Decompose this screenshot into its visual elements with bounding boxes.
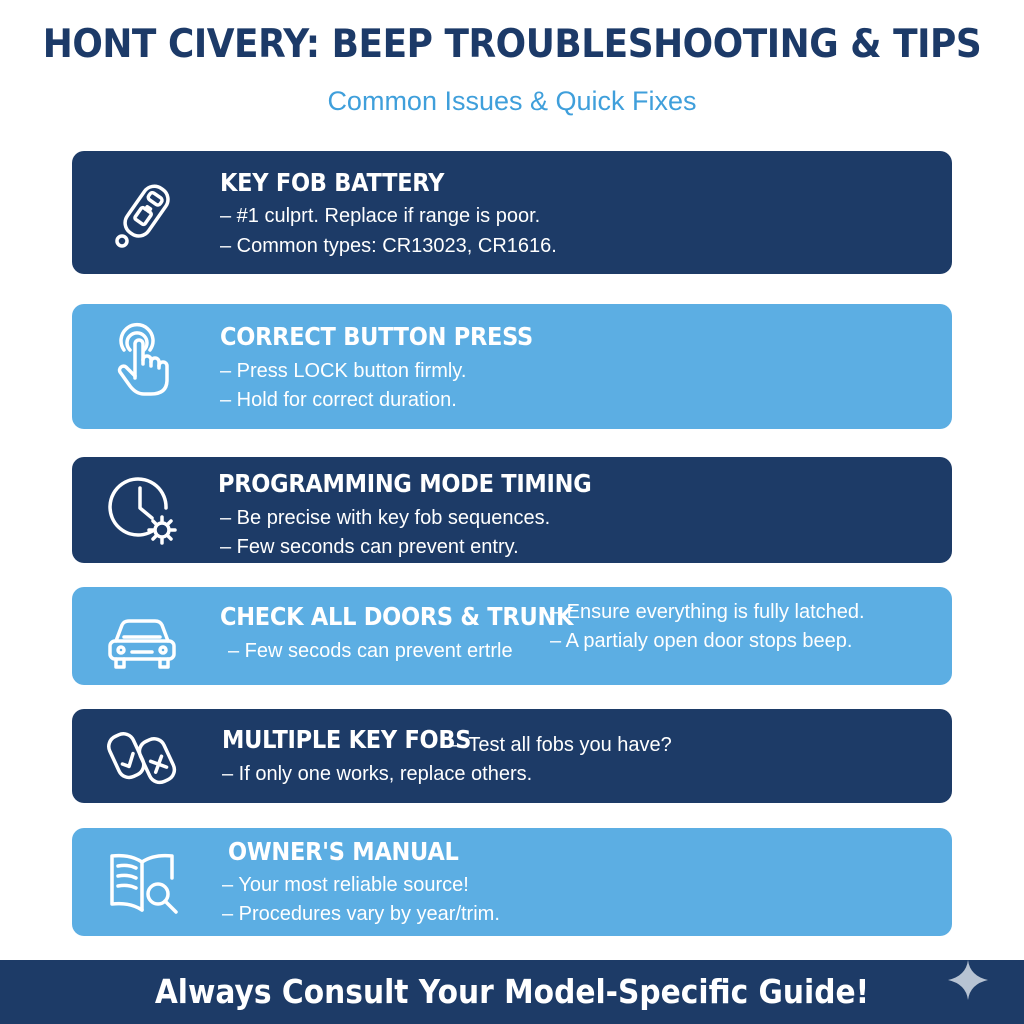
card-line: – Few seconds can prevent entry. (220, 536, 519, 558)
clock-gear-icon (102, 470, 182, 550)
card-heading: OWNER'S MANUAL (228, 837, 459, 866)
card-check-all-doors (72, 587, 952, 685)
card-line: – Common types: CR13023, CR1616. (220, 235, 557, 257)
card-line: – Ensure everything is fully latched. (550, 601, 865, 623)
multiple-fobs-icon (102, 717, 182, 797)
finger-press-icon (102, 320, 182, 400)
card-line: – Procedures vary by year/trim. (222, 903, 500, 925)
footer-text: Always Consult Your Model-Specific Guide! (154, 972, 870, 1011)
card-line: – If only one works, replace others. (222, 763, 533, 785)
card-line: – Hold for correct duration. (220, 389, 457, 411)
card-line: – Press LOCK button firmly. (220, 360, 467, 382)
card-heading: CHECK ALL DOORS & TRUNK (220, 602, 574, 631)
card-line: – A partialy open door stops beep. (550, 630, 853, 652)
key-fob-icon (102, 175, 182, 255)
manual-search-icon (102, 842, 182, 922)
card-multiple-key-fobs (72, 709, 952, 803)
sparkle-icon (946, 958, 990, 1002)
page-title: HONT CIVERY: BEEP TROUBLESHOOTING & TIPS (42, 22, 982, 67)
card-line: – #1 culprt. Replace if range is poor. (220, 205, 541, 227)
card-line: – Test all fobs you have? (452, 734, 672, 756)
footer-banner (0, 960, 1024, 1024)
card-heading: PROGRAMMING MODE TIMING (218, 469, 592, 498)
card-heading: KEY FOB BATTERY (220, 168, 445, 197)
card-line: – Be precise with key fob sequences. (220, 507, 551, 529)
card-heading: MULTIPLE KEY FOBS (222, 725, 472, 754)
card-line: – Your most reliable source! (222, 874, 469, 896)
card-programming-mode-timing (72, 457, 952, 563)
card-line: – Few secods can prevent ertrle (228, 640, 513, 662)
car-icon (102, 597, 182, 677)
card-owners-manual (72, 828, 952, 936)
card-correct-button-press (72, 304, 952, 429)
page-subtitle: Common Issues & Quick Fixes (327, 86, 697, 116)
card-key-fob-battery (72, 151, 952, 274)
card-heading: CORRECT BUTTON PRESS (220, 322, 533, 351)
